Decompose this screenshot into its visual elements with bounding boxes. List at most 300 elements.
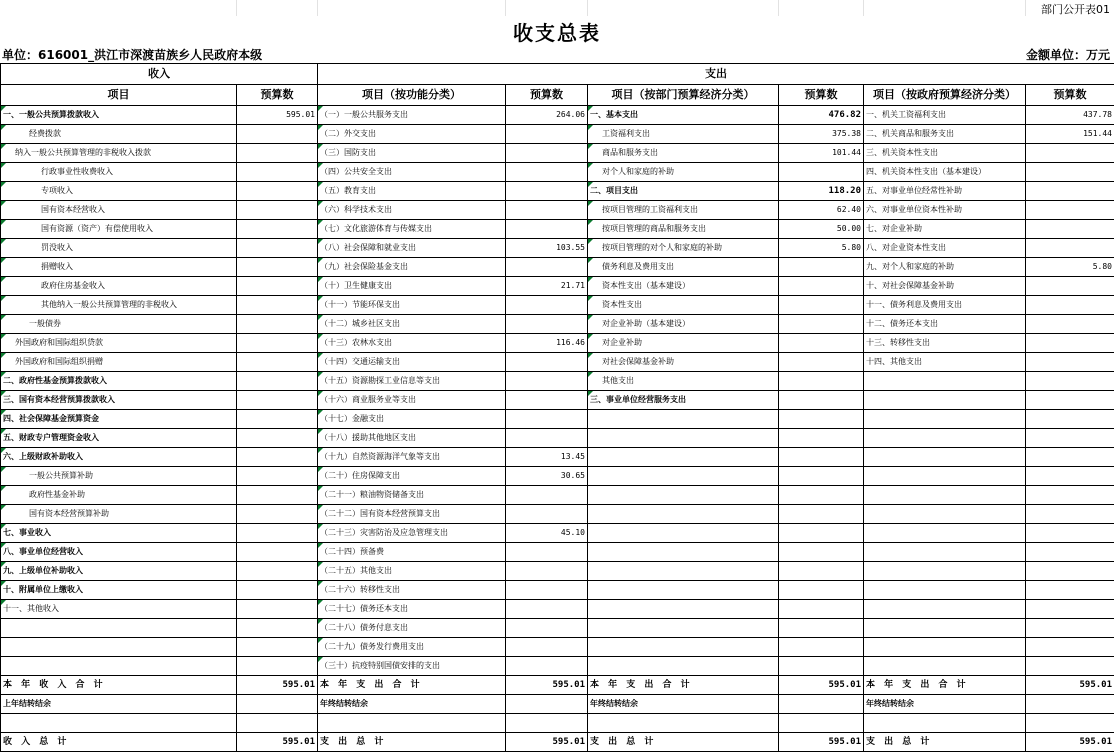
- item-label-cell: 国有资源（资产）有偿使用收入: [1, 220, 237, 239]
- budget-amount-cell: 30.65: [506, 467, 588, 486]
- budget-amount-cell: [1026, 467, 1114, 486]
- budget-amount-cell: [779, 334, 864, 353]
- budget-amount-cell: [237, 391, 318, 410]
- item-label-cell: 六、对事业单位资本性补助: [864, 201, 1026, 220]
- item-label-cell: 捐赠收入: [1, 258, 237, 277]
- budget-amount-cell: [506, 543, 588, 562]
- item-label-cell: 二、项目支出: [588, 182, 779, 201]
- budget-amount-cell: [1026, 524, 1114, 543]
- item-label-cell: [318, 714, 506, 733]
- budget-amount-cell: [779, 372, 864, 391]
- item-label-cell: 专项收入: [1, 182, 237, 201]
- item-label-cell: 其他支出: [588, 372, 779, 391]
- item-label-cell: [588, 562, 779, 581]
- budget-amount-cell: 437.78: [1026, 106, 1114, 125]
- item-label-cell: （二十四）预备费: [318, 543, 506, 562]
- budget-amount-cell: [779, 486, 864, 505]
- table-row: [1, 334, 1114, 353]
- unit-label: 单位：616001_洪江市深渡苗族乡人民政府本级: [2, 48, 263, 62]
- budget-amount-cell: [506, 201, 588, 220]
- item-label-cell: （十三）农林水支出: [318, 334, 506, 353]
- column-header-row: [1, 85, 1114, 106]
- item-label-cell: 支 出 总 计: [588, 733, 779, 752]
- budget-amount-cell: [506, 144, 588, 163]
- item-label-cell: （十四）交通运输支出: [318, 353, 506, 372]
- item-label-cell: 按项目管理的商品和服务支出: [588, 220, 779, 239]
- item-label-cell: 九、对个人和家庭的补助: [864, 258, 1026, 277]
- item-label-cell: [864, 657, 1026, 676]
- budget-amount-cell: [506, 619, 588, 638]
- item-label-cell: （二十五）其他支出: [318, 562, 506, 581]
- budget-amount-cell: 103.55: [506, 239, 588, 258]
- table-row: [1, 581, 1114, 600]
- budget-amount-cell: [779, 657, 864, 676]
- table-row: [1, 391, 1114, 410]
- budget-amount-cell: [779, 448, 864, 467]
- budget-amount-cell: [506, 429, 588, 448]
- budget-amount-cell: 595.01: [506, 676, 588, 695]
- item-label-cell: [588, 448, 779, 467]
- item-label-cell: [864, 505, 1026, 524]
- item-label-cell: 本 年 支 出 合 计: [864, 676, 1026, 695]
- item-label-cell: （二十二）国有资本经营预算支出: [318, 505, 506, 524]
- item-label-cell: [588, 581, 779, 600]
- budget-amount-cell: [237, 220, 318, 239]
- form-number: 部门公开表01: [1041, 3, 1110, 16]
- item-label-cell: 五、对事业单位经常性补助: [864, 182, 1026, 201]
- budget-amount-cell: 595.01: [1026, 676, 1114, 695]
- item-label-cell: [864, 429, 1026, 448]
- table-row: [1, 372, 1114, 391]
- item-label-cell: 政府性基金补助: [1, 486, 237, 505]
- item-label-cell: （三十）抗疫特别国债安排的支出: [318, 657, 506, 676]
- budget-amount-cell: [1026, 372, 1114, 391]
- budget-amount-cell: 595.01: [237, 733, 318, 752]
- budget-amount-cell: [779, 638, 864, 657]
- table-row: [1, 296, 1114, 315]
- item-label-cell: 按项目管理的工资福利支出: [588, 201, 779, 220]
- item-label-cell: [588, 714, 779, 733]
- budget-amount-cell: 595.01: [779, 676, 864, 695]
- item-label-cell: [864, 448, 1026, 467]
- column-header: 项目（按政府预算经济分类）: [864, 85, 1026, 106]
- item-label-cell: （九）社会保险基金支出: [318, 258, 506, 277]
- budget-amount-cell: 595.01: [237, 106, 318, 125]
- item-label-cell: [588, 467, 779, 486]
- item-label-cell: [1, 638, 237, 657]
- budget-amount-cell: [779, 619, 864, 638]
- budget-amount-cell: 595.01: [1026, 733, 1114, 752]
- item-label-cell: [588, 657, 779, 676]
- budget-amount-cell: 5.80: [779, 239, 864, 258]
- budget-amount-cell: [779, 695, 864, 714]
- table-row: [1, 486, 1114, 505]
- budget-amount-cell: [1026, 543, 1114, 562]
- item-label-cell: （二十八）债务付息支出: [318, 619, 506, 638]
- budget-amount-cell: [237, 182, 318, 201]
- budget-amount-cell: [779, 505, 864, 524]
- budget-amount-cell: [779, 163, 864, 182]
- item-label-cell: （四）公共安全支出: [318, 163, 506, 182]
- budget-amount-cell: [237, 486, 318, 505]
- budget-amount-cell: [237, 163, 318, 182]
- expenditure-section-header: 支出: [318, 64, 1114, 85]
- item-label-cell: 纳入一般公共预算管理的非税收入拨款: [1, 144, 237, 163]
- budget-amount-cell: [1026, 315, 1114, 334]
- budget-amount-cell: [779, 600, 864, 619]
- table-row: [1, 106, 1114, 125]
- item-label-cell: 一般公共预算补助: [1, 467, 237, 486]
- item-label-cell: 一般债券: [1, 315, 237, 334]
- budget-amount-cell: [1026, 296, 1114, 315]
- budget-amount-cell: [779, 410, 864, 429]
- table-row: [1, 638, 1114, 657]
- budget-amount-cell: [506, 125, 588, 144]
- item-label-cell: [864, 581, 1026, 600]
- budget-amount-cell: [237, 619, 318, 638]
- item-label-cell: （七）文化旅游体育与传媒支出: [318, 220, 506, 239]
- column-header: 项目（按功能分类）: [318, 85, 506, 106]
- budget-amount-cell: 264.06: [506, 106, 588, 125]
- income-section-header: 收入: [1, 64, 318, 85]
- budget-amount-cell: [1026, 429, 1114, 448]
- item-label-cell: 年终结转结余: [588, 695, 779, 714]
- item-label-cell: 二、机关商品和服务支出: [864, 125, 1026, 144]
- budget-amount-cell: [779, 315, 864, 334]
- table-row: [1, 524, 1114, 543]
- budget-amount-cell: [506, 714, 588, 733]
- budget-amount-cell: [506, 638, 588, 657]
- budget-amount-cell: [237, 505, 318, 524]
- item-label-cell: （十一）节能环保支出: [318, 296, 506, 315]
- budget-amount-cell: [237, 695, 318, 714]
- table-row: [1, 657, 1114, 676]
- budget-amount-cell: [1026, 600, 1114, 619]
- budget-amount-cell: 595.01: [779, 733, 864, 752]
- item-label-cell: 上年结转结余: [1, 695, 237, 714]
- budget-amount-cell: 151.44: [1026, 125, 1114, 144]
- item-label-cell: （二十）住房保障支出: [318, 467, 506, 486]
- item-label-cell: [864, 600, 1026, 619]
- budget-amount-cell: [506, 182, 588, 201]
- item-label-cell: 十四、其他支出: [864, 353, 1026, 372]
- budget-amount-cell: [237, 239, 318, 258]
- item-label-cell: [588, 524, 779, 543]
- table-row: [1, 448, 1114, 467]
- budget-amount-cell: 595.01: [237, 676, 318, 695]
- budget-amount-cell: 5.80: [1026, 258, 1114, 277]
- budget-amount-cell: [237, 600, 318, 619]
- budget-amount-cell: [1026, 562, 1114, 581]
- item-label-cell: [864, 486, 1026, 505]
- table-row: [1, 562, 1114, 581]
- budget-amount-cell: [237, 296, 318, 315]
- table-row: [1, 600, 1114, 619]
- budget-amount-cell: 45.10: [506, 524, 588, 543]
- item-label-cell: 商品和服务支出: [588, 144, 779, 163]
- item-label-cell: [1, 657, 237, 676]
- budget-amount-cell: [506, 581, 588, 600]
- item-label-cell: 十、附属单位上缴收入: [1, 581, 237, 600]
- budget-amount-cell: [779, 258, 864, 277]
- column-header: 预算数: [506, 85, 588, 106]
- item-label-cell: 本 年 支 出 合 计: [588, 676, 779, 695]
- budget-amount-cell: [237, 638, 318, 657]
- item-label-cell: 支 出 总 计: [318, 733, 506, 752]
- budget-amount-cell: [779, 296, 864, 315]
- budget-amount-cell: [237, 562, 318, 581]
- item-label-cell: 三、机关资本性支出: [864, 144, 1026, 163]
- item-label-cell: 二、政府性基金预算拨款收入: [1, 372, 237, 391]
- budget-amount-cell: [506, 372, 588, 391]
- item-label-cell: 外国政府和国际组织贷款: [1, 334, 237, 353]
- budget-amount-cell: [1026, 182, 1114, 201]
- item-label-cell: [864, 638, 1026, 657]
- item-label-cell: [864, 391, 1026, 410]
- item-label-cell: 十二、债务还本支出: [864, 315, 1026, 334]
- table-row: [1, 467, 1114, 486]
- item-label-cell: [588, 600, 779, 619]
- item-label-cell: [864, 410, 1026, 429]
- budget-amount-cell: [237, 144, 318, 163]
- budget-amount-cell: 101.44: [779, 144, 864, 163]
- column-header: 预算数: [1026, 85, 1114, 106]
- item-label-cell: 收 入 总 计: [1, 733, 237, 752]
- budget-amount-cell: [1026, 486, 1114, 505]
- budget-amount-cell: 13.45: [506, 448, 588, 467]
- budget-amount-cell: [506, 410, 588, 429]
- budget-summary-table: [0, 63, 1114, 752]
- item-label-cell: 年终结转结余: [318, 695, 506, 714]
- table-row: [1, 315, 1114, 334]
- budget-amount-cell: [779, 543, 864, 562]
- item-label-cell: （五）教育支出: [318, 182, 506, 201]
- budget-amount-cell: [1026, 695, 1114, 714]
- table-row: [1, 429, 1114, 448]
- budget-amount-cell: [506, 505, 588, 524]
- item-label-cell: 资本性支出: [588, 296, 779, 315]
- budget-amount-cell: [779, 277, 864, 296]
- table-row: [1, 505, 1114, 524]
- table-row: [1, 258, 1114, 277]
- budget-amount-cell: [1026, 277, 1114, 296]
- budget-amount-cell: [779, 467, 864, 486]
- table-row: [1, 410, 1114, 429]
- item-label-cell: 八、对企业资本性支出: [864, 239, 1026, 258]
- item-label-cell: 支 出 总 计: [864, 733, 1026, 752]
- budget-amount-cell: [779, 562, 864, 581]
- budget-amount-cell: [1026, 201, 1114, 220]
- item-label-cell: 十一、债务利息及费用支出: [864, 296, 1026, 315]
- item-label-cell: [864, 543, 1026, 562]
- item-label-cell: （二十七）债务还本支出: [318, 600, 506, 619]
- table-row: [1, 733, 1114, 752]
- budget-amount-cell: 116.46: [506, 334, 588, 353]
- budget-amount-cell: [237, 258, 318, 277]
- budget-amount-cell: [237, 315, 318, 334]
- item-label-cell: [588, 410, 779, 429]
- budget-amount-cell: [237, 543, 318, 562]
- item-label-cell: 十、对社会保障基金补助: [864, 277, 1026, 296]
- table-row: [1, 163, 1114, 182]
- item-label-cell: 外国政府和国际组织捐赠: [1, 353, 237, 372]
- table-row: [1, 182, 1114, 201]
- item-label-cell: （十九）自然资源海洋气象等支出: [318, 448, 506, 467]
- item-label-cell: 八、事业单位经营收入: [1, 543, 237, 562]
- item-label-cell: 对社会保障基金补助: [588, 353, 779, 372]
- item-label-cell: [864, 714, 1026, 733]
- item-label-cell: 本 年 收 入 合 计: [1, 676, 237, 695]
- item-label-cell: [1, 619, 237, 638]
- item-label-cell: （二十一）粮油物资储备支出: [318, 486, 506, 505]
- item-label-cell: （十二）城乡社区支出: [318, 315, 506, 334]
- item-label-cell: [864, 524, 1026, 543]
- item-label-cell: 十三、转移性支出: [864, 334, 1026, 353]
- item-label-cell: [588, 619, 779, 638]
- budget-amount-cell: [1026, 144, 1114, 163]
- item-label-cell: 其他纳入一般公共预算管理的非税收入: [1, 296, 237, 315]
- item-label-cell: 经费拨款: [1, 125, 237, 144]
- item-label-cell: 罚没收入: [1, 239, 237, 258]
- item-label-cell: 三、事业单位经营服务支出: [588, 391, 779, 410]
- budget-amount-cell: [506, 600, 588, 619]
- budget-amount-cell: [1026, 163, 1114, 182]
- item-label-cell: [588, 543, 779, 562]
- item-label-cell: 六、上级财政补助收入: [1, 448, 237, 467]
- budget-amount-cell: [237, 524, 318, 543]
- budget-amount-cell: [1026, 619, 1114, 638]
- item-label-cell: 三、国有资本经营预算拨款收入: [1, 391, 237, 410]
- item-label-cell: （三）国防支出: [318, 144, 506, 163]
- item-label-cell: （二）外交支出: [318, 125, 506, 144]
- budget-amount-cell: [237, 581, 318, 600]
- budget-amount-cell: [1026, 714, 1114, 733]
- column-header: 预算数: [779, 85, 864, 106]
- item-label-cell: 资本性支出（基本建设）: [588, 277, 779, 296]
- budget-amount-cell: [779, 524, 864, 543]
- budget-amount-cell: [506, 695, 588, 714]
- item-label-cell: [864, 372, 1026, 391]
- budget-amount-cell: [506, 315, 588, 334]
- item-label-cell: [588, 429, 779, 448]
- item-label-cell: 四、社会保障基金预算资金: [1, 410, 237, 429]
- column-header: 预算数: [237, 85, 318, 106]
- budget-amount-cell: [237, 429, 318, 448]
- budget-amount-cell: [237, 467, 318, 486]
- table-row: [1, 239, 1114, 258]
- budget-amount-cell: [1026, 448, 1114, 467]
- budget-amount-cell: [237, 714, 318, 733]
- item-label-cell: 十一、其他收入: [1, 600, 237, 619]
- column-header: 项目: [1, 85, 237, 106]
- table-row: [1, 714, 1114, 733]
- budget-amount-cell: [237, 277, 318, 296]
- item-label-cell: 对个人和家庭的补助: [588, 163, 779, 182]
- budget-amount-cell: [1026, 334, 1114, 353]
- budget-amount-cell: [237, 125, 318, 144]
- item-label-cell: （十）卫生健康支出: [318, 277, 506, 296]
- budget-amount-cell: [506, 562, 588, 581]
- item-label-cell: 债务利息及费用支出: [588, 258, 779, 277]
- budget-amount-cell: [506, 296, 588, 315]
- table-row: [1, 144, 1114, 163]
- table-row: [1, 353, 1114, 372]
- item-label-cell: （二十九）债务发行费用支出: [318, 638, 506, 657]
- item-label-cell: （十八）援助其他地区支出: [318, 429, 506, 448]
- item-label-cell: [588, 638, 779, 657]
- item-label-cell: 按项目管理的对个人和家庭的补助: [588, 239, 779, 258]
- budget-amount-cell: [779, 391, 864, 410]
- table-body: [1, 106, 1114, 752]
- budget-amount-cell: [506, 657, 588, 676]
- table-row: [1, 220, 1114, 239]
- item-label-cell: （十七）金融支出: [318, 410, 506, 429]
- item-label-cell: （六）科学技术支出: [318, 201, 506, 220]
- item-label-cell: （二十六）转移性支出: [318, 581, 506, 600]
- budget-amount-cell: [1026, 391, 1114, 410]
- item-label-cell: （十五）资源勘探工业信息等支出: [318, 372, 506, 391]
- budget-amount-cell: [1026, 657, 1114, 676]
- table-row: [1, 125, 1114, 144]
- item-label-cell: 七、事业收入: [1, 524, 237, 543]
- item-label-cell: 国有资本经营预算补助: [1, 505, 237, 524]
- item-label-cell: （一）一般公共服务支出: [318, 106, 506, 125]
- item-label-cell: 国有资本经营收入: [1, 201, 237, 220]
- column-guides: [0, 0, 1114, 16]
- amount-unit-label: 金额单位：万元: [1025, 48, 1110, 62]
- item-label-cell: [864, 619, 1026, 638]
- budget-amount-cell: [237, 410, 318, 429]
- budget-amount-cell: [1026, 220, 1114, 239]
- budget-amount-cell: 375.38: [779, 125, 864, 144]
- budget-amount-cell: [779, 714, 864, 733]
- budget-amount-cell: [506, 391, 588, 410]
- budget-amount-cell: [237, 334, 318, 353]
- budget-amount-cell: [779, 429, 864, 448]
- item-label-cell: （八）社会保障和就业支出: [318, 239, 506, 258]
- budget-amount-cell: [779, 581, 864, 600]
- budget-amount-cell: [237, 201, 318, 220]
- budget-amount-cell: [1026, 353, 1114, 372]
- item-label-cell: 对企业补助: [588, 334, 779, 353]
- budget-amount-cell: [506, 220, 588, 239]
- budget-amount-cell: [1026, 638, 1114, 657]
- item-label-cell: 七、对企业补助: [864, 220, 1026, 239]
- item-label-cell: 四、机关资本性支出（基本建设）: [864, 163, 1026, 182]
- item-label-cell: 年终结转结余: [864, 695, 1026, 714]
- table-row: [1, 619, 1114, 638]
- item-label-cell: 工资福利支出: [588, 125, 779, 144]
- budget-amount-cell: [1026, 410, 1114, 429]
- budget-amount-cell: [1026, 505, 1114, 524]
- budget-amount-cell: [237, 372, 318, 391]
- table-row: [1, 201, 1114, 220]
- column-header: 项目（按部门预算经济分类）: [588, 85, 779, 106]
- item-label-cell: 一、基本支出: [588, 106, 779, 125]
- table-row: [1, 277, 1114, 296]
- item-label-cell: [864, 467, 1026, 486]
- item-label-cell: [1, 714, 237, 733]
- item-label-cell: 一、一般公共预算拨款收入: [1, 106, 237, 125]
- table-row: [1, 543, 1114, 562]
- budget-amount-cell: 118.20: [779, 182, 864, 201]
- item-label-cell: 一、机关工资福利支出: [864, 106, 1026, 125]
- item-label-cell: 政府住房基金收入: [1, 277, 237, 296]
- item-label-cell: （二十三）灾害防治及应急管理支出: [318, 524, 506, 543]
- budget-amount-cell: [237, 657, 318, 676]
- budget-amount-cell: [237, 448, 318, 467]
- item-label-cell: [588, 486, 779, 505]
